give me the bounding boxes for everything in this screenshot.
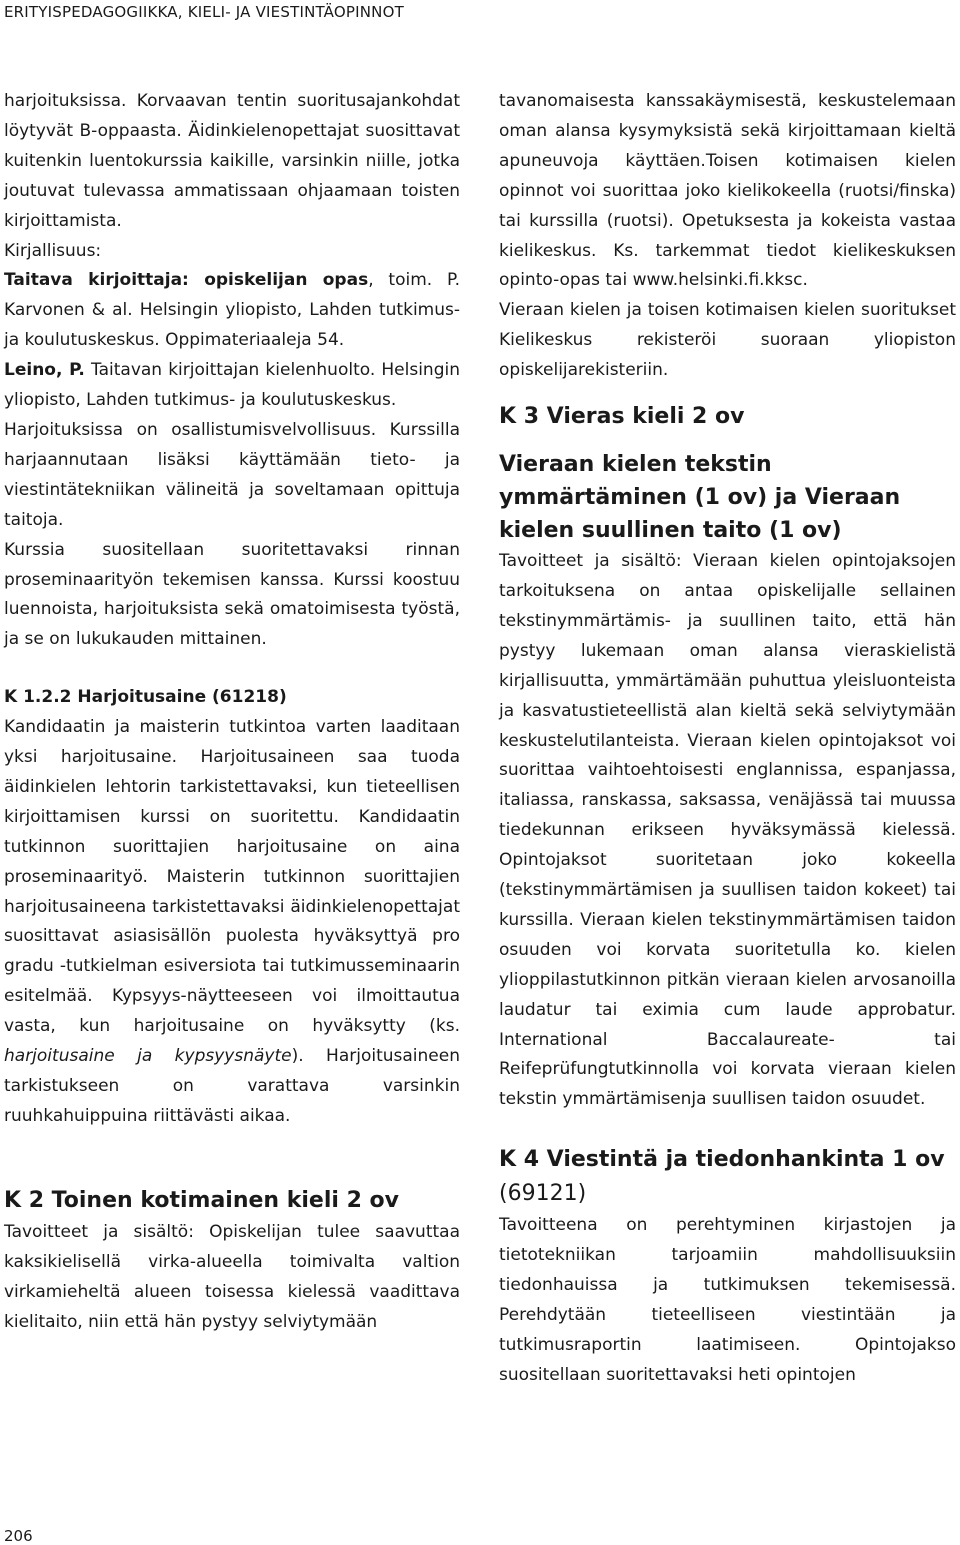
paragraph: Tavoitteet ja sisältö: Vieraan kielen opintojaksojen tarkoituksena on antaa opiskelijalle sellainen tekstinymmärtämis- ja suullinen taito, että hän pystyy lukemaan oman alansa vieraskielistä kirjallisuutta, ymmärtämään puhuttua yleisluonteista ja kasvatustieteellistä alan kieltä sekä selviytymään keskustelutilanteista. Vieraan kielen opintojaksot voi suorittaa vaihtoehtoisesti englannissa, espanjassa, italiassa, ranskassa, saksassa, venäjässä tai muussa tiedekunnan erikseen hyväksymässä kielessä. Opintojaksot suoritetaan joko kokeella (tekstinymmärtämisen ja suullisen taidon kokeet) tai kurssilla. Vieraan kielen tekstinymmärtämisen taidon osuuden voi korvata suoritetulla ko. kielen ylioppilastutkinnon pitkän vieraan kielen arvosanoilla laudatur tai eximia cum laude approbatur. International Baccalaureate- tai Reifeprüfungtutkinnolla voi korvata vieraan kielen tekstin ymmärtämisenja suullisen taidon osuudet. xyxy=(499,551,956,1110)
paragraph: harjoituksissa. Korvaavan tentin suoritusajankohdat löytyvät B-oppaasta. Äidinkielenopettajat suosittavat kuitenkin luentokurssia kaikille, varsinkin niille, jotka joutuvat tulevassa ammatissaan ohjaamaan toisten kirjoittamista. xyxy=(4,91,460,231)
reference-entry xyxy=(4,266,460,356)
subsection-heading: Vieraan kielen tekstin ymmärtäminen (1 ov) ja Vieraan kielen suullinen taito (1 ov) xyxy=(499,452,901,544)
literature-label: Kirjallisuus: xyxy=(4,240,102,261)
section-title: K 4 Viestintä ja tiedonhankinta 1 ov xyxy=(499,1147,945,1173)
cross-reference: harjoitusaine ja kypsyysnäyte xyxy=(4,1046,292,1067)
reference-entry xyxy=(4,356,460,416)
paragraph: Kurssia suositellaan suoritettavaksi rinnan proseminaarityön tekemisen kanssa. Kurssi koostuu luennoista, harjoituksista sekä omatoimisesta työstä, ja se on lukukauden mittainen. xyxy=(4,539,460,650)
section-heading-k4 xyxy=(499,1143,956,1211)
paragraph-text: Kandidaatin ja maisterin tutkintoa varten laaditaan yksi harjoitusaine. Harjoitusaineen saa tuoda äidinkielen lehtorin tarkistettavaksi, kun tieteellisen kirjoittamisen kurssi on suoritettu. Kandidaatin tutkinnon suorittajien harjoitusaine on aina proseminaarityö. Maisterin tutkinnon suorittajien harjoitusaineena tarkistettavaksi äidinkielenopettajat suosittavat asiasisällön puolesta hyväksyttyä pro gradu -tutkielman esiversiota tai tutkimusseminaarin esitelmää. Kypsyys-näytteeseen voi ilmoittautua vasta, kun harjoitusaine on hyväksytty (ks. xyxy=(4,717,460,1037)
page-number: 206 xyxy=(4,1527,33,1545)
reference-author: Leino, P. xyxy=(4,360,85,381)
paragraph-text: ). Harjoitusaineen tarkistukseen on varattava varsinkin ruuhkahuippuina riittävästi aikaa. xyxy=(4,1046,460,1126)
left-column xyxy=(4,87,460,1337)
reference-title: Taitava kirjoittaja: opiskelijan opas xyxy=(4,270,369,291)
section-heading-k3: K 3 Vieras kieli 2 ov xyxy=(499,404,745,430)
running-header: ERITYISPEDAGOGIIKKA, KIELI- JA VIESTINTÄOPINNOT xyxy=(4,3,404,21)
section-heading-k2: K 2 Toinen kotimainen kieli 2 ov xyxy=(4,1187,400,1213)
reference-details: Taitavan kirjoittajan kielenhuolto. Helsingin yliopisto, Lahden tutkimus- ja koulutuskeskus. xyxy=(4,360,460,411)
paragraph: Vieraan kielen ja toisen kotimaisen kielen suoritukset Kielikeskus rekisteröi suoraan yliopiston opiskelijarekisteriin. xyxy=(499,300,956,381)
paragraph: Tavoitteet ja sisältö: Opiskelijan tulee saavuttaa kaksikielisellä virka-alueella toimivalta valtion virkamieheltä alueen toisessa kielessä vaadittava kielitaito, niin että hän pystyy selviytymään xyxy=(4,1221,460,1332)
course-code: (69121) xyxy=(499,1181,587,1207)
section-heading-k122: K 1.2.2 Harjoitusaine (61218) xyxy=(4,687,287,708)
paragraph: Harjoituksissa on osallistumisvelvollisuus. Kurssilla harjaannutaan lisäksi käyttämään tieto- ja viestintätekniikan välineitä ja soveltamaan opittuja taitoja. xyxy=(4,419,460,530)
paragraph: tavanomaisesta kanssakäymisestä, keskustelemaan oman alansa kysymyksistä sekä kirjoittamaan kieltä apuneuvoja käyttäen.Toisen kotimaisen kielen opinnot voi suorittaa joko kielikokeella (ruotsi/finska) tai kurssilla (ruotsi). Opetuksesta ja kokeista vastaa kielikeskus. Ks. tarkemmat tiedot kielikeskuksen opinto-opas tai www.helsinki.fi.kksc. xyxy=(499,91,956,291)
right-column xyxy=(499,87,956,1391)
paragraph: Tavoitteena on perehtyminen kirjastojen ja tietotekniikan tarjoamiin mahdollisuuksiin tiedonhauissa ja tutkimuksen tekemisessä. Perehdytään tieteelliseen viestintään ja tutkimusraportin laatimiseen. Opintojakso suositellaan suoritettavaksi heti opintojen xyxy=(499,1215,956,1385)
paragraph xyxy=(4,713,460,1132)
reference-details: , toim. P. Karvonen & al. Helsingin yliopisto, Lahden tutkimus- ja koulutuskeskus. Oppimateriaaleja 54. xyxy=(4,270,460,351)
